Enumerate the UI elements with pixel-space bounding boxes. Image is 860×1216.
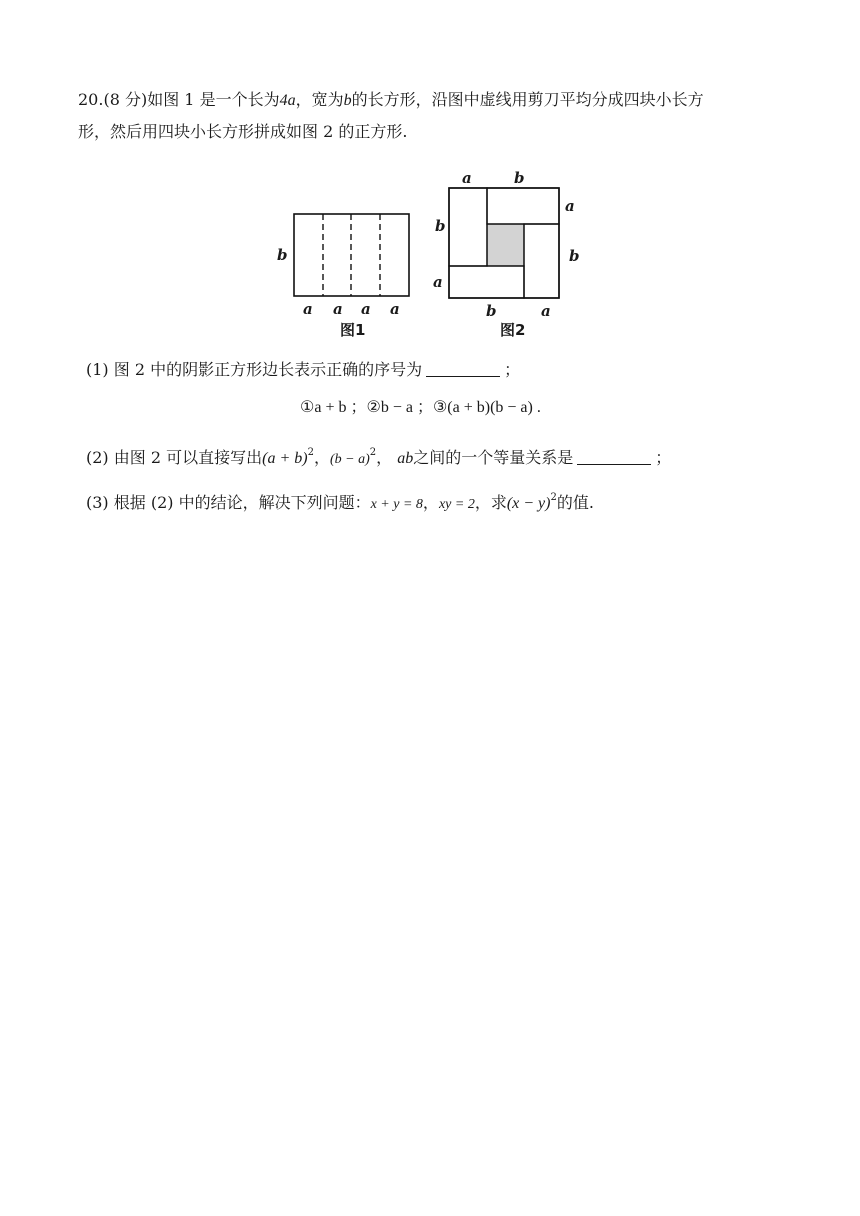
q1-options: ①a + b ；②b − a ；③(a + b)(b − a) . bbox=[300, 399, 541, 416]
q3-equation-sum: x + y = 8 bbox=[370, 497, 423, 512]
q2-exponent: 2 bbox=[369, 447, 377, 458]
figure2-left-rect bbox=[449, 188, 487, 266]
q2-comma: ， bbox=[313, 448, 330, 467]
problem-intro-line1: 20.(8 分)如图 1 是一个长为4a，宽为b的长方形，沿图中虚线用剪刀平均分成四块小长方 bbox=[78, 90, 704, 109]
problem-intro-line2: 形，然后用四块小长方形拼成如图 2 的正方形. bbox=[78, 122, 408, 141]
rect-length: 4a bbox=[279, 92, 296, 109]
figure2-left-label: b bbox=[435, 217, 446, 235]
figure2-bottom-rect bbox=[449, 266, 524, 298]
q3-exponent: 2 bbox=[550, 492, 557, 503]
q2-exponent: 2 bbox=[307, 447, 314, 458]
q2-expr-product: ab bbox=[397, 450, 414, 467]
problem-number: 20 bbox=[78, 90, 99, 109]
rect-width: b bbox=[343, 92, 352, 109]
figure1-caption: 图1 bbox=[340, 321, 366, 339]
q2-end: ； bbox=[655, 448, 672, 467]
q2-answer-blank[interactable] bbox=[577, 448, 651, 465]
figure2-caption: 图2 bbox=[500, 321, 526, 339]
q3-expr: (x − y) bbox=[506, 495, 551, 512]
q3-text-a: (3) 根据 (2) 中的结论，解决下列问题： bbox=[86, 493, 371, 512]
figure1-bottom-label: a bbox=[333, 300, 343, 318]
figure2-top-rect bbox=[487, 188, 559, 224]
question-3 bbox=[86, 487, 594, 516]
figure1-bottom-label: a bbox=[361, 300, 371, 318]
q3-comma: ， bbox=[422, 493, 439, 512]
figure2-left-label: a bbox=[433, 273, 443, 291]
figure2-right-label: b bbox=[569, 247, 580, 265]
figure2-right-rect bbox=[524, 224, 559, 298]
q2-expr-diff: (b − a) bbox=[329, 452, 370, 467]
q2-expr-sum: (a + b) bbox=[262, 450, 308, 467]
intro-text-a: 如图 1 是一个长为 bbox=[147, 90, 280, 109]
q2-text-b: 之间的一个等量关系是 bbox=[413, 448, 574, 467]
figure2-bottom-label: b bbox=[486, 302, 497, 320]
q1-end: ； bbox=[504, 360, 521, 379]
q2-text-a: (2) 由图 2 可以直接写出 bbox=[86, 448, 263, 467]
q1-answer-blank[interactable] bbox=[426, 360, 500, 377]
q1-text: (1) 图 2 中的阴影正方形边长表示正确的序号为 bbox=[86, 360, 423, 379]
figure2-top-label: b bbox=[514, 169, 525, 187]
figure1 bbox=[294, 214, 409, 296]
figure2-shaded-square bbox=[487, 224, 524, 266]
figure2 bbox=[449, 188, 559, 298]
question-1 bbox=[86, 359, 520, 381]
figure1-bottom-label: a bbox=[303, 300, 313, 318]
q3-equation-product: xy = 2 bbox=[438, 497, 475, 512]
figure1-side-label: b bbox=[277, 246, 288, 264]
q2-comma: ， bbox=[376, 448, 393, 467]
figure2-bottom-label: a bbox=[541, 302, 551, 320]
q3-text-b: ，求 bbox=[474, 493, 507, 512]
question-2 bbox=[86, 442, 671, 471]
intro-text-b: ，宽为 bbox=[295, 90, 344, 109]
figure2-right-label: a bbox=[565, 197, 575, 215]
figure2-top-label: a bbox=[462, 169, 472, 187]
q3-text-c: 的值. bbox=[556, 493, 594, 512]
intro-text-c: 的长方形，沿图中虚线用剪刀平均分成四块小长方 bbox=[351, 90, 704, 109]
figure1-bottom-label: a bbox=[390, 300, 400, 318]
problem-points: (8 分) bbox=[103, 90, 148, 109]
